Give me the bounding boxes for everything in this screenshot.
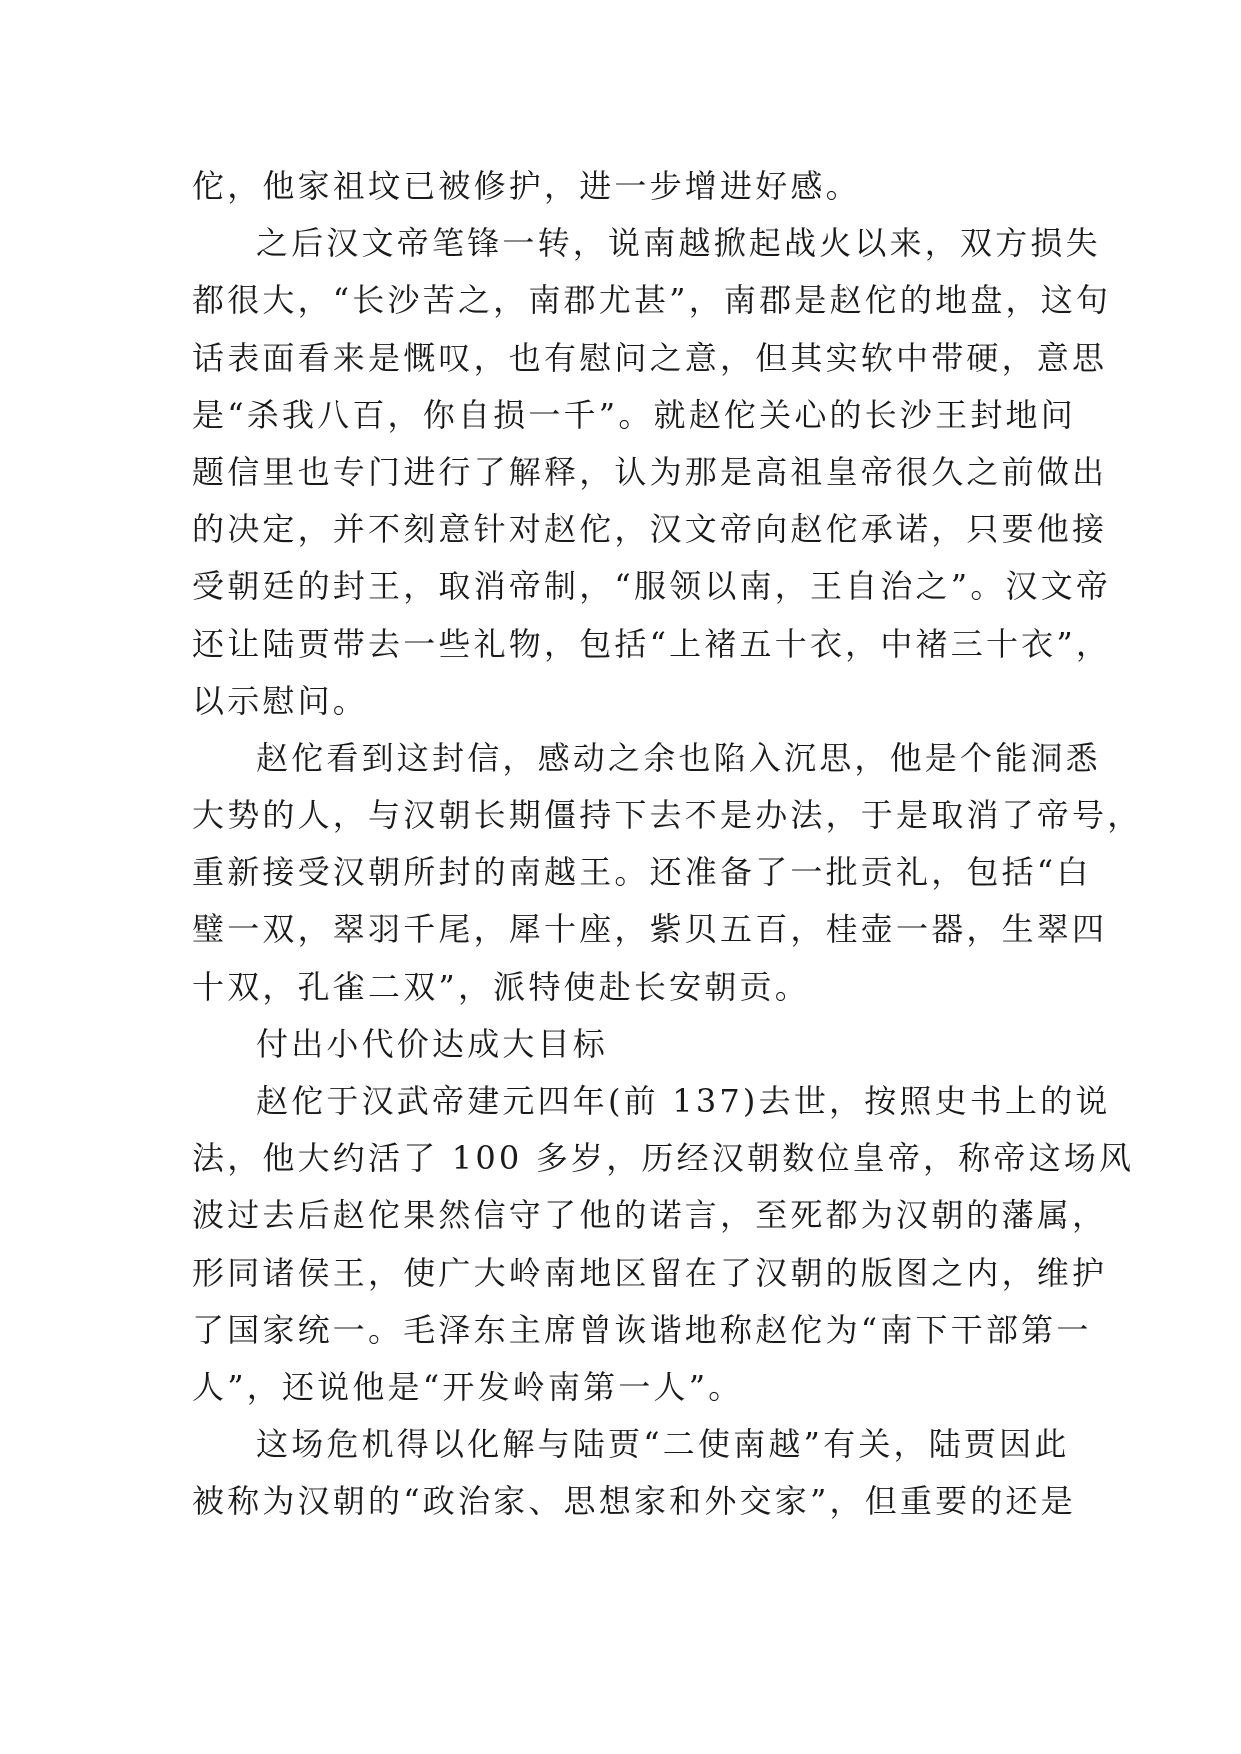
section-heading: 付出小代价达成大目标 xyxy=(256,1024,609,1063)
text-line: 重新接受汉朝所封的南越王。还准备了一批贡礼，包括“白 xyxy=(192,853,1092,892)
paragraph-start-line: 赵佗看到这封信，感动之余也陷入沉思，他是个能洞悉 xyxy=(256,738,1101,777)
text-line: 被称为汉朝的“政治家、思想家和外交家”，但重要的还是 xyxy=(192,1482,1076,1521)
text-line: 佗，他家祖坟已被修护，进一步增进好感。 xyxy=(192,167,861,205)
text-line: 是“杀我八百，你自损一千”。就赵佗关心的长沙王封地问 xyxy=(192,395,1076,434)
text-line: 璧一双，翠羽千尾，犀十座，紫贝五百，桂壶一器，生翠四 xyxy=(192,910,1108,949)
paragraph-start-line: 这场危机得以化解与陆贾“二使南越”有关，陆贾因此 xyxy=(256,1425,1070,1464)
text-line: 大势的人，与汉朝长期僵持下去不是办法，于是取消了帝号， xyxy=(192,796,1143,835)
text-line: 波过去后赵佗果然信守了他的诺言，至死都为汉朝的藩属， xyxy=(192,1196,1108,1235)
text-line: 还让陆贾带去一些礼物，包括“上褚五十衣，中褚三十衣”， xyxy=(192,624,1112,663)
text-line: 十双，孔雀二双”，派特使赴长安朝贡。 xyxy=(192,967,810,1006)
text-line: 题信里也专门进行了解释，认为那是高祖皇帝很久之前做出 xyxy=(192,452,1108,491)
text-line: 的决定，并不刻意针对赵佗，汉文帝向赵佗承诺，只要他接 xyxy=(192,510,1108,549)
text-line: 了国家统一。毛泽东主席曾诙谐地称赵佗为“南下干部第一 xyxy=(192,1310,1092,1349)
text-line: 话表面看来是慨叹，也有慰问之意，但其实软中带硬，意思 xyxy=(192,338,1108,377)
text-line: 都很大，“长沙苦之，南郡尤甚”，南郡是赵佗的地盘，这句 xyxy=(192,281,1112,320)
paragraph-start-line: 赵佗于汉武帝建元四年(前 137)去世，按照史书上的说 xyxy=(256,1082,1111,1120)
text-line: 以示慰问。 xyxy=(192,681,369,720)
paragraph-start-line: 之后汉文帝笔锋一转，说南越掀起战火以来，双方损失 xyxy=(256,224,1101,263)
text-line: 法，他大约活了 100 多岁，历经汉朝数位皇帝，称帝这场风 xyxy=(192,1139,1135,1178)
text-line: 形同诸侯王，使广大岭南地区留在了汉朝的版图之内，维护 xyxy=(192,1253,1108,1292)
article-body xyxy=(192,158,1143,1531)
text-line: 人”，还说他是“开发岭南第一人”。 xyxy=(192,1367,744,1406)
text-line: 受朝廷的封王，取消帝制，“服领以南，王自治之”。汉文帝 xyxy=(192,567,1112,606)
